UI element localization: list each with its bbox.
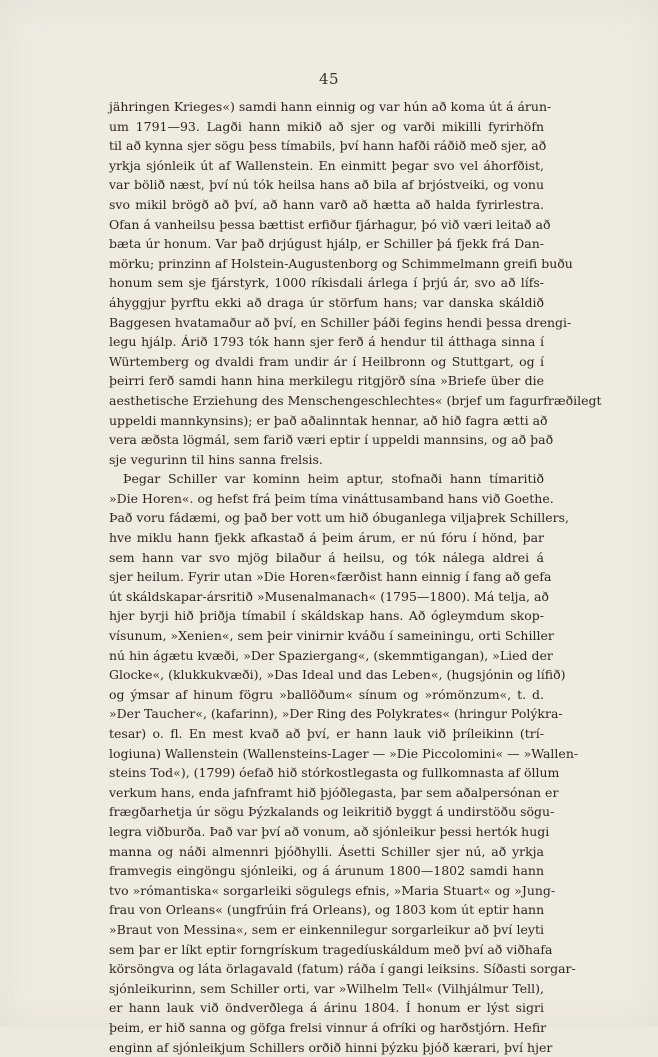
text-line: Würtemberg og dvaldi fram undir ár í Heilbronn og Stuttgart, og í	[109, 352, 544, 372]
text-line: um 1791—93. Lagði hann mikið að sjer og varði mikilli fyrirhöfn	[109, 117, 544, 137]
text-line: vera æðsta lögmál, sem farið væri eptir í uppeldi mannsins, og að það	[109, 430, 544, 450]
text-line: þeirri ferð samdi hann hina merkilegu ritgjörð sína »Briefe über die	[109, 371, 544, 391]
paragraph	[109, 97, 544, 469]
text-line: sjer heilum. Fyrir utan »Die Horen«færðist hann einnig í fang að gefa	[109, 567, 544, 587]
text-line: Glocke«, (klukkukvæði), »Das Ideal und das Leben«, (hugsjónin og lífið)	[109, 665, 544, 685]
text-line: Þegar Schiller var kominn heim aptur, stofnaði hann tímaritið	[109, 469, 544, 489]
text-line: logiuna) Wallenstein (Wallensteins-Lager — »Die Piccolomini« — »Wallen-	[109, 744, 544, 764]
text-line: jähringen Krieges«) samdi hann einnig og var hún að koma út á árun-	[109, 97, 544, 117]
text-line: honum sem sje fjárstyrk, 1000 ríkisdali árlega í þrjú ár, svo að lífs-	[109, 273, 544, 293]
text-line: sem þar er líkt eptir forngrískum tragedíuskáldum með því að viðhafa	[109, 940, 544, 960]
text-line: uppeldi mannkynsins); er það aðalinntak hennar, að hið fagra ætti að	[109, 411, 544, 431]
text-line: Ofan á vanheilsu þessa bættist erfiður fjárhagur, þó við væri leitað að	[109, 215, 544, 235]
text-line: áhyggjur þyrftu ekki að draga úr störfum hans; var danska skáldið	[109, 293, 544, 313]
text-line: körsöngva og láta örlagavald (fatum) ráða í gangi leiksins. Síðasti sorgar-	[109, 959, 544, 979]
text-line: aesthetische Erziehung des Menschengeschlechtes« (brjef um fagurfræðilegt	[109, 391, 544, 411]
text-line: sem hann var svo mjög bilaður á heilsu, og tók nálega aldrei á	[109, 548, 544, 568]
text-line: Baggesen hvatamaður að því, en Schiller þáði fegins hendi þessa drengi-	[109, 313, 544, 333]
text-line: var bölið næst, því nú tók heilsa hans að bila af brjóstveiki, og vonu	[109, 175, 544, 195]
text-line: »Die Horen«. og hefst frá þeim tíma vináttusamband hans við Goethe.	[109, 489, 544, 509]
text-line: sje vegurinn til hins sanna frelsis.	[109, 450, 544, 470]
text-line: »Der Taucher«, (kafarinn), »Der Ring des Polykrates« (hringur Polýkra-	[109, 704, 544, 724]
text-line: nú hin ágætu kvæði, »Der Spaziergang«, (skemmtigangan), »Lied der	[109, 646, 544, 666]
text-line: tesar) o. fl. En mest kvað að því, er hann lauk við þríleikinn (trí-	[109, 724, 544, 744]
text-line: bæta úr honum. Var það drjúgust hjálp, er Schiller þá fjekk frá Dan-	[109, 234, 544, 254]
body-text	[109, 97, 544, 1057]
text-line: svo mikil brögð að því, að hann varð að hætta að halda fyrirlestra.	[109, 195, 544, 215]
text-line: Það voru fádæmi, og það ber vott um hið óbuganlega viljaþrek Schillers,	[109, 508, 544, 528]
text-line: til að kynna sjer sögu þess tímabils, því hann hafði ráðið með sjer, að	[109, 136, 544, 156]
text-line: vísunum, »Xenien«, sem þeir vinirnir kváðu í sameiningu, orti Schiller	[109, 626, 544, 646]
text-line: er hann lauk við öndverðlega á árinu 1804. Í honum er lýst sigri	[109, 998, 544, 1018]
text-line: frau von Orleans« (ungfrúin frá Orleans), og 1803 kom út eptir hann	[109, 900, 544, 920]
text-line: enginn af sjónleikjum Schillers orðið hinni þýzku þjóð kærari, því hjer	[109, 1038, 544, 1057]
text-line: verkum hans, enda jafnframt hið þjóðlegasta, þar sem aðalpersónan er	[109, 783, 544, 803]
text-line: legu hjálp. Árið 1793 tók hann sjer ferð á hendur til átthaga sinna í	[109, 332, 544, 352]
text-line: hjer byrji hið þriðja tímabil í skáldskap hans. Að ógleymdum skop-	[109, 606, 544, 626]
text-line: frægðarhetja úr sögu Þýzkalands og leikritið byggt á undirstöðu sögu-	[109, 802, 544, 822]
text-line: steins Tod«), (1799) óefað hið stórkostlegasta og fullkomnasta af öllum	[109, 763, 544, 783]
text-line: yrkja sjónleik út af Wallenstein. En einmitt þegar svo vel áhorfðist,	[109, 156, 544, 176]
text-line: þeim, er hið sanna og göfga frelsi vinnur á ofríki og harðstjórn. Hefir	[109, 1018, 544, 1038]
page-number: 45	[0, 70, 658, 88]
text-line: »Braut von Messina«, sem er einkennilegur sorgarleikur að því leyti	[109, 920, 544, 940]
text-line: legra viðburða. Það var því að vonum, að sjónleikur þessi hertók hugi	[109, 822, 544, 842]
text-line: mörku; prinzinn af Holstein-Augustenborg og Schimmelmann greifi buðu	[109, 254, 544, 274]
text-line: sjónleikurinn, sem Schiller orti, var »Wilhelm Tell« (Vilhjálmur Tell),	[109, 979, 544, 999]
paragraph	[109, 469, 544, 1057]
text-line: og ýmsar af hinum fögru »ballöðum« sínum og »rómönzum«, t. d.	[109, 685, 544, 705]
text-line: manna og náði almennri þjóðhylli. Ásetti Schiller sjer nú, að yrkja	[109, 842, 544, 862]
text-line: út skáldskapar-ársritið »Musenalmanach« (1795—1800). Má telja, að	[109, 587, 544, 607]
text-line: hve miklu hann fjekk afkastað á þeim árum, er nú fóru í hönd, þar	[109, 528, 544, 548]
text-line: tvo »rómantiska« sorgarleiki sögulegs efnis, »Maria Stuart« og »Jung-	[109, 881, 544, 901]
text-line: framvegis eingöngu sjónleiki, og á árunum 1800—1802 samdi hann	[109, 861, 544, 881]
